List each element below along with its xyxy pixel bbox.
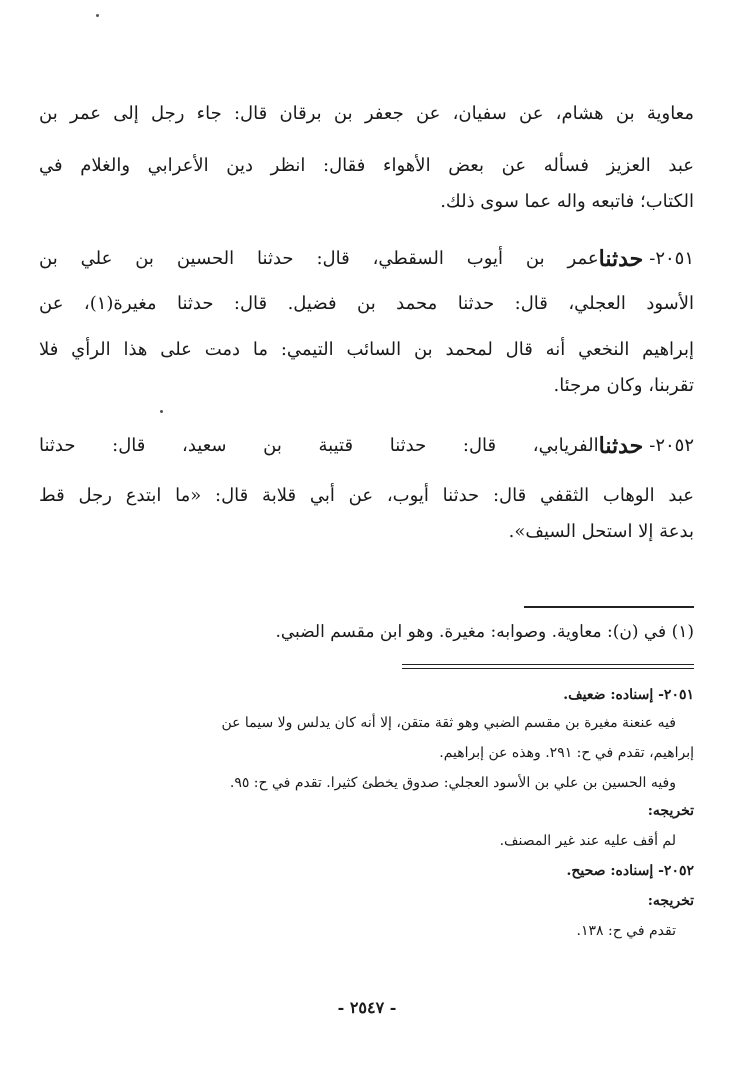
note-line: وفيه الحسين بن علي بن الأسود العجلي: صدوق يخطئ كثيرا. تقدم في ح: ٩٥. bbox=[229, 775, 676, 791]
note-heading: ٢٠٥٢- إسناده: صحيح. bbox=[566, 863, 694, 879]
hadith-2052-first-line bbox=[39, 432, 694, 460]
text-line: عبد العزيز فسأله عن بعض الأهواء فقال: انظر دين الأعرابي والغلام في bbox=[39, 155, 694, 176]
takhrij-heading: تخريجه: bbox=[647, 803, 694, 819]
page-number: - ٢٥٤٧ - bbox=[337, 998, 397, 1017]
text-line: الكتاب؛ فاتبعه واله عما سوى ذلك. bbox=[440, 191, 694, 212]
hadith-number: ٢٠٥٢- bbox=[649, 435, 694, 456]
text-line: إبراهيم النخعي أنه قال لمحمد بن السائب التيمي: ما دمت على هذا الرأي فلا bbox=[39, 339, 694, 360]
text-line: عمر بن أيوب السقطي، قال: حدثنا الحسين بن علي بن bbox=[39, 248, 599, 269]
hadith-2051-first-line bbox=[39, 245, 694, 273]
text-line: عبد الوهاب الثقفي قال: حدثنا أيوب، عن أبي قلابة قال: «ما ابتدع رجل قط bbox=[39, 485, 694, 506]
scan-speck bbox=[160, 410, 163, 413]
notes-separator bbox=[402, 668, 694, 669]
takhrij-heading: تخريجه: bbox=[647, 893, 694, 909]
text-line: الأسود العجلي، قال: حدثنا محمد بن فضيل. قال: حدثنا مغيرة(١)، عن bbox=[39, 293, 694, 314]
note-line: تقدم في ح: ١٣٨. bbox=[576, 923, 676, 939]
hadith-keyword: حدثنا bbox=[598, 433, 644, 459]
text-line: الفريابي، قال: حدثنا قتيبة بن سعيد، قال: حدثنا bbox=[39, 435, 599, 456]
text-line: تقربنا، وكان مرجئا. bbox=[553, 375, 694, 396]
note-line: فيه عنعنة مغيرة بن مقسم الضبي وهو ثقة متقن، إلا أنه كان يدلس ولا سيما عن bbox=[221, 715, 676, 731]
text-line: معاوية بن هشام، عن سفيان، عن جعفر بن برقان قال: جاء رجل إلى عمر بن bbox=[39, 103, 694, 124]
scan-speck bbox=[96, 14, 99, 17]
note-line: لم أقف عليه عند غير المصنف. bbox=[499, 833, 676, 849]
text-line: بدعة إلا استحل السيف». bbox=[508, 521, 694, 542]
notes-separator bbox=[402, 664, 694, 665]
hadith-keyword: حدثنا bbox=[598, 246, 644, 272]
note-heading: ٢٠٥١- إسناده: ضعيف. bbox=[563, 687, 694, 703]
footnote-separator bbox=[524, 606, 694, 608]
hadith-number: ٢٠٥١- bbox=[649, 248, 694, 269]
footnote: (١) في (ن): معاوية. وصوابه: مغيرة. وهو ابن مقسم الضبي. bbox=[275, 622, 694, 642]
note-line: إبراهيم، تقدم في ح: ٢٩١. وهذه عن إبراهيم. bbox=[439, 745, 694, 761]
